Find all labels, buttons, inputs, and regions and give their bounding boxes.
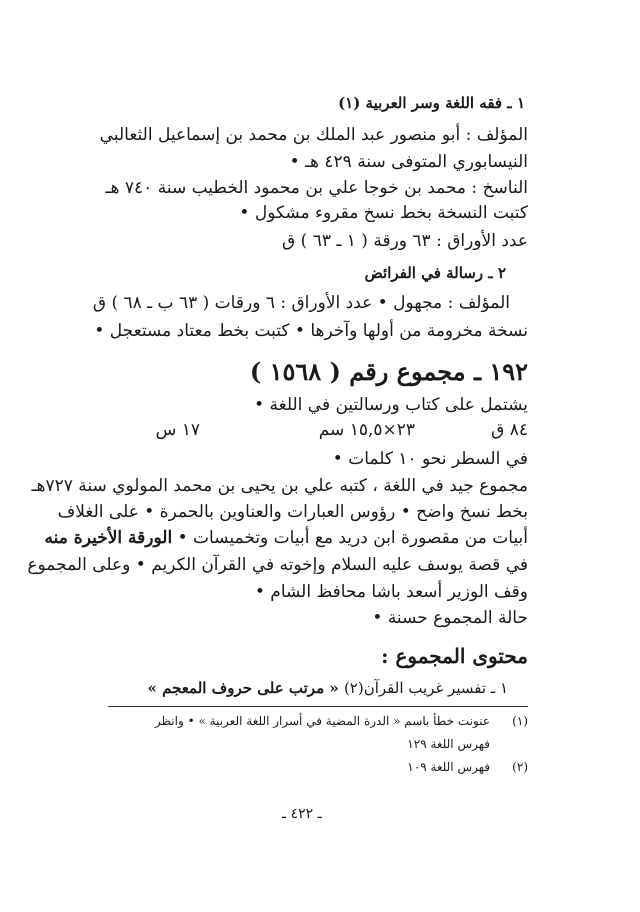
footnote2-number: (٢) (512, 760, 528, 774)
item1-copyist: الناسخ : محمد بن خوجا علي بن محمود الخطيب سنة ٧٤٠ هـ (105, 178, 528, 198)
item2-description: نسخة مخرومة من أولها وآخرها • كتبت بخط معتاد مستعجل • (94, 321, 528, 341)
desc-line5: وقف الوزير أسعد باشا محافظ الشام • (254, 582, 528, 602)
item1-heading: ١ ـ فقه اللغة وسر العربية (١) (338, 94, 525, 112)
desc-line3-bold: الورقة الأخيرة منه (44, 528, 173, 548)
desc-line1: مجموع جيد في اللغة ، كتبه علي بن يحيى بن محمد المولوي سنة ٧٢٧هـ (31, 476, 528, 496)
item1-leaves: عدد الأوراق : ٦٣ ورقة ( ١ ـ ٦٣ ) ق (282, 231, 528, 251)
footnote1-text: عنونت خطأ باسم « الدرة المضية في أسرار اللغة العربية » • وانظر (154, 714, 490, 728)
words-per-line: في السطر نحو ١٠ كلمات • (332, 449, 528, 469)
collection-size: ٢٣×١٥,٥ سم (318, 420, 415, 440)
desc-line2: بخط نسخ واضح • رؤوس العبارات والعناوين بالحمرة • على الغلاف (57, 502, 528, 522)
collection-lines: ١٧ س (155, 420, 200, 440)
desc-line4: في قصة يوسف عليه السلام وإخوته في القرآن الكريم • وعلى المجموع (27, 555, 528, 575)
content-item1 (148, 679, 508, 697)
collection-title: ١٩٢ ـ مجموع رقم ( ١٥٦٨ ) (249, 357, 528, 386)
page-number: ـ ٤٢٢ ـ (282, 806, 322, 822)
footnote-divider (108, 706, 528, 707)
item1-script: كتبت النسخة بخط نسخ مقروء مشكول • (239, 203, 528, 223)
footnote1-text-cont: فهرس اللغة ١٢٩ (407, 737, 490, 751)
content-item1-note: « مرتب على حروف المعجم » (147, 679, 339, 697)
footnote2-text: فهرس اللغة ١٠٩ (407, 760, 490, 774)
collection-leaves: ٨٤ ق (491, 420, 528, 440)
desc-line6: حالة المجموع حسنة • (372, 608, 528, 628)
item2-author: المؤلف : مجهول • عدد الأوراق : ٦ ورقات ( ٦٣ ب ـ ٦٨ ) ق (92, 293, 510, 313)
item1-author-line1: المؤلف : أبو منصور عبد الملك بن محمد بن إسماعيل الثعالبي (99, 125, 528, 145)
collection-contains: يشتمل على كتاب ورسالتين في اللغة • (254, 395, 528, 415)
item1-author-line2: النيسابوري المتوفى سنة ٤٢٩ هـ • (289, 152, 528, 172)
contents-heading: محتوى المجموع : (381, 644, 528, 668)
content-item1-title: ١ ـ تفسير غريب القرآن(٢) (343, 679, 508, 697)
footnote1-number: (١) (512, 714, 528, 728)
desc-line3 (45, 528, 528, 548)
item2-heading: ٢ ـ رسالة في الفرائض (364, 264, 506, 282)
desc-line3-text: أبيات من مقصورة ابن دريد مع أبيات وتخميسات • (177, 528, 528, 548)
